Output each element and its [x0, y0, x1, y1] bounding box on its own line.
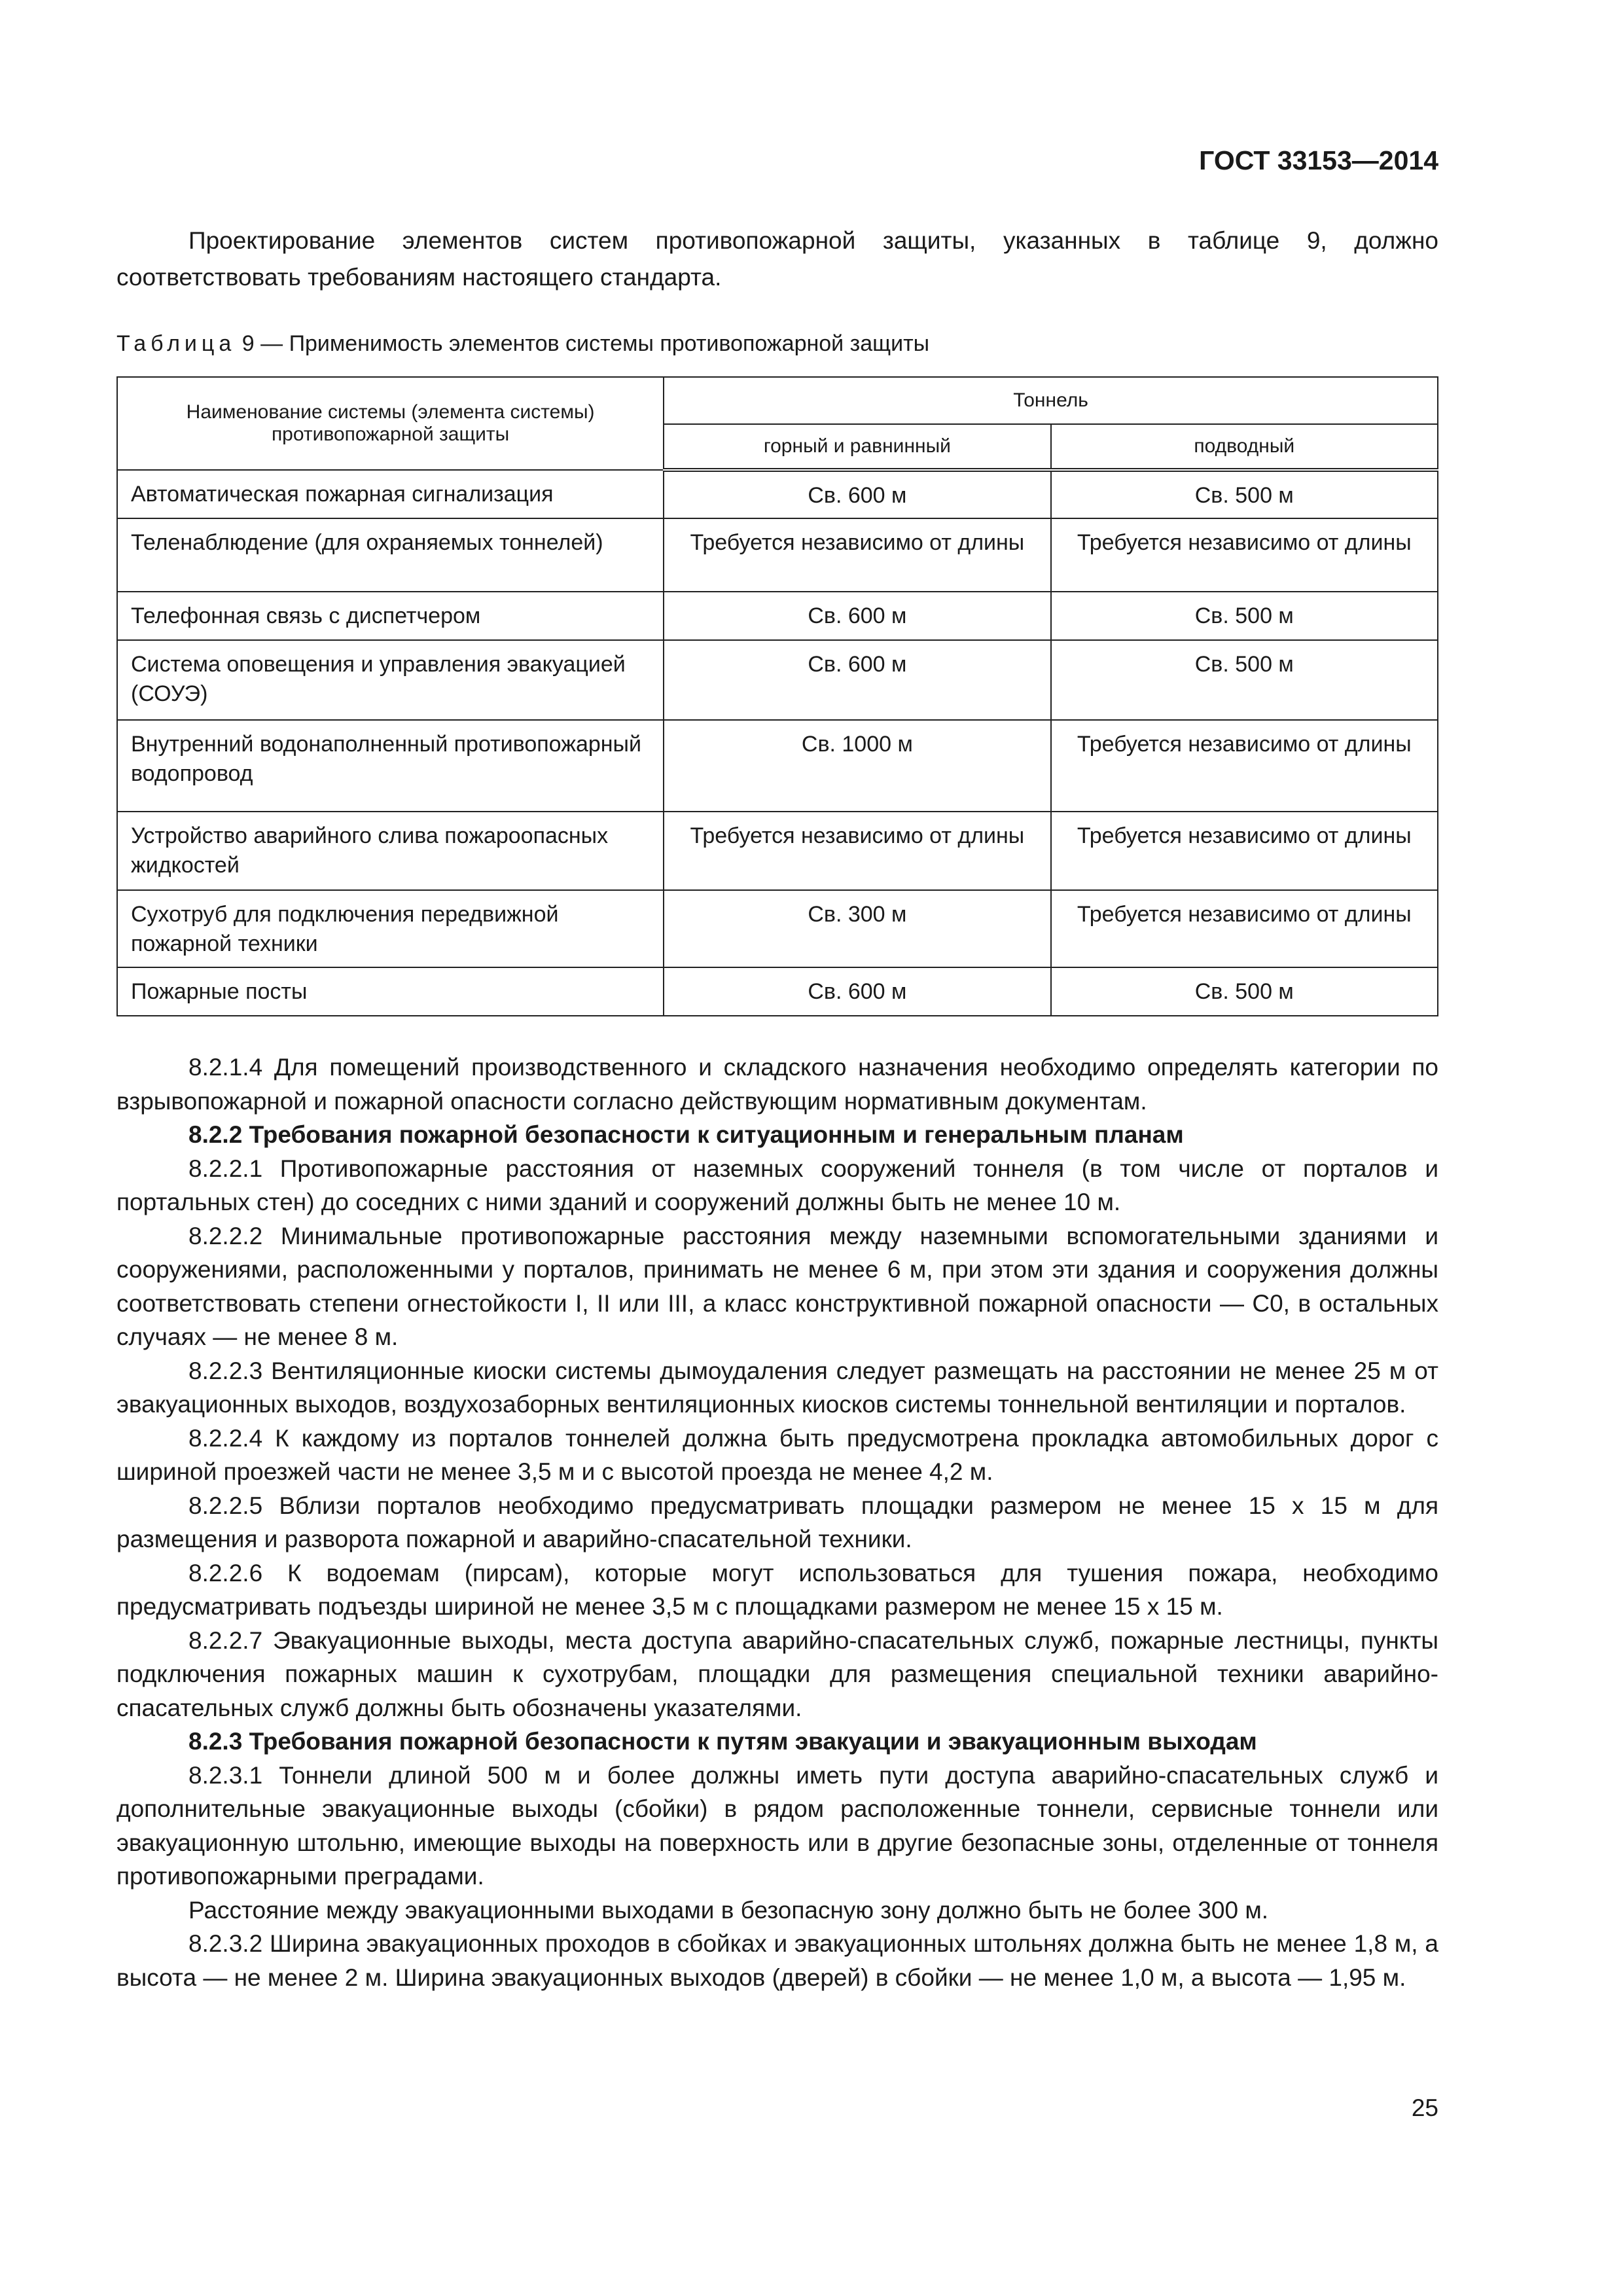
body-paragraph: 8.2.2.2 Минимальные противопожарные расстояния между наземными вспомогательными зданиями и сооружениями, расположенными у порталов, принимать не менее 6 м, при этом эти здания и сооружения должны соответствовать степени огнестойкости I, II или III, а класс конструктивной пожарной опасности — С0, в остальных случаях — не менее 8 м.: [116, 1222, 1438, 1350]
table-caption-label: Таблица: [116, 331, 236, 356]
table-row: [117, 720, 1438, 812]
body-paragraph: 8.2.2.1 Противопожарные расстояния от наземных сооружений тоннеля (в том числе от порталов и портальных стен) до соседних с ними зданий и сооружений должны быть не менее 10 м.: [116, 1155, 1438, 1215]
table-row: [117, 890, 1438, 967]
table-row: [117, 470, 1438, 518]
row-name-cell: Система оповещения и управления эвакуацией (СОУЭ): [117, 640, 664, 720]
table-row: [117, 518, 1438, 592]
body-paragraph: 8.2.2.4 К каждому из порталов тоннелей должна быть предусмотрена прокладка автомобильных дорог с шириной проезжей части не менее 3,5 м и с высотой проезда не менее 4,2 м.: [116, 1424, 1438, 1485]
col-header-mountain: горный и равнинный: [664, 424, 1050, 470]
row-underwater-cell: Требуется независимо от длины: [1051, 518, 1438, 592]
row-name-cell: Пожарные посты: [117, 967, 664, 1016]
table-row: [117, 812, 1438, 890]
body-paragraph: 8.2.2.6 К водоемам (пирсам), которые могут использоваться для тушения пожара, необходимо предусматривать подъезды шириной не менее 3,5 м с площадками размером не менее 15 х 15 м.: [116, 1559, 1438, 1620]
body-paragraph: 8.2.3.1 Тоннели длиной 500 м и более должны иметь пути доступа аварийно-спасательных служб и дополнительные эвакуационные выходы (сбойки) в рядом расположенные тоннели, сервисные тоннели или эвакуационную штольню, имеющие выходы на поверхность или в другие безопасные зоны, отделенные от тоннеля противопожарными преградами.: [116, 1761, 1438, 1890]
row-mountain-cell: Св. 600 м: [664, 592, 1050, 640]
row-mountain-cell: Св. 300 м: [664, 890, 1050, 967]
row-underwater-cell: Св. 500 м: [1051, 592, 1438, 640]
row-name-cell: Телефонная связь с диспетчером: [117, 592, 664, 640]
body-paragraph: 8.2.2.3 Вентиляционные киоски системы дымоудаления следует размещать на расстоянии не менее 25 м от эвакуационных выходов, воздухозаборных вентиляционных киосков системы тоннельной вентиляции и порталов.: [116, 1357, 1438, 1418]
row-name-cell: Внутренний водонаполненный противопожарный водопровод: [117, 720, 664, 812]
table-body: [117, 470, 1438, 1016]
section-heading: 8.2.3 Требования пожарной безопасности к путям эвакуации и эвакуационным выходам: [188, 1728, 1257, 1755]
table-caption-text: 9 — Применимость элементов системы противопожарной защиты: [241, 331, 930, 356]
col-header-name: Наименование системы (элемента системы) противопожарной защиты: [117, 377, 664, 470]
row-mountain-cell: Требуется независимо от длины: [664, 812, 1050, 890]
document-number: ГОСТ 33153—2014: [1199, 145, 1438, 175]
body-paragraph: 8.2.2.5 Вблизи порталов необходимо предусматривать площадки размером не менее 15 х 15 м для размещения и разворота пожарной и аварийно-спасательной техники.: [116, 1492, 1438, 1552]
row-name-cell: Устройство аварийного слива пожароопасных жидкостей: [117, 812, 664, 890]
row-underwater-cell: Требуется независимо от длины: [1051, 812, 1438, 890]
row-underwater-cell: Требуется независимо от длины: [1051, 890, 1438, 967]
col-header-underwater: подводный: [1051, 424, 1438, 470]
row-name-cell: Сухотруб для подключения передвижной пожарной техники: [117, 890, 664, 967]
row-mountain-cell: Св. 1000 м: [664, 720, 1050, 812]
table-caption: [116, 331, 929, 357]
body-paragraph: 8.2.1.4 Для помещений производственного и складского назначения необходимо определять категории по взрывопожарной и пожарной опасности согласно действующим нормативным документам.: [116, 1054, 1438, 1115]
col-header-tunnel: Тоннель: [664, 377, 1438, 424]
table-row: [117, 640, 1438, 720]
row-underwater-cell: Требуется независимо от длины: [1051, 720, 1438, 812]
row-underwater-cell: Св. 500 м: [1051, 640, 1438, 720]
row-underwater-cell: Св. 500 м: [1051, 470, 1438, 518]
row-name-cell: Автоматическая пожарная сигнализация: [117, 470, 664, 518]
row-name-cell: Теленаблюдение (для охраняемых тоннелей): [117, 518, 664, 592]
body-paragraph: 8.2.3.2 Ширина эвакуационных проходов в сбойках и эвакуационных штольнях должна быть не менее 1,8 м, а высота — не менее 2 м. Ширина эвакуационных выходов (дверей) в сбойки — не менее 1,0 м, а высота — 1,95 м.: [116, 1930, 1438, 1991]
body-paragraph: Расстояние между эвакуационными выходами в безопасную зону должно быть не более 300 м.: [188, 1896, 1269, 1924]
row-mountain-cell: Св. 600 м: [664, 967, 1050, 1016]
section-heading: 8.2.2 Требования пожарной безопасности к ситуационным и генеральным планам: [188, 1121, 1184, 1148]
body-paragraph: 8.2.2.7 Эвакуационные выходы, места доступа аварийно-спасательных служб, пожарные лестницы, пункты подключения пожарных машин к сухотрубам, площадки для размещения специальной техники аварийно-спасательных служб должны быть обозначены указателями.: [116, 1626, 1438, 1721]
page-number: 25: [1411, 2094, 1438, 2121]
table-row: [117, 967, 1438, 1016]
row-mountain-cell: Св. 600 м: [664, 640, 1050, 720]
table-row: [117, 592, 1438, 640]
intro-paragraph: Проектирование элементов систем противопожарной защиты, указанных в таблице 9, должно соответствовать требованиям настоящего стандарта.: [116, 227, 1438, 291]
row-mountain-cell: Требуется независимо от длины: [664, 518, 1050, 592]
body-text: [116, 1050, 1438, 1994]
applicability-table: [116, 376, 1438, 1016]
row-mountain-cell: Св. 600 м: [664, 470, 1050, 518]
row-underwater-cell: Св. 500 м: [1051, 967, 1438, 1016]
